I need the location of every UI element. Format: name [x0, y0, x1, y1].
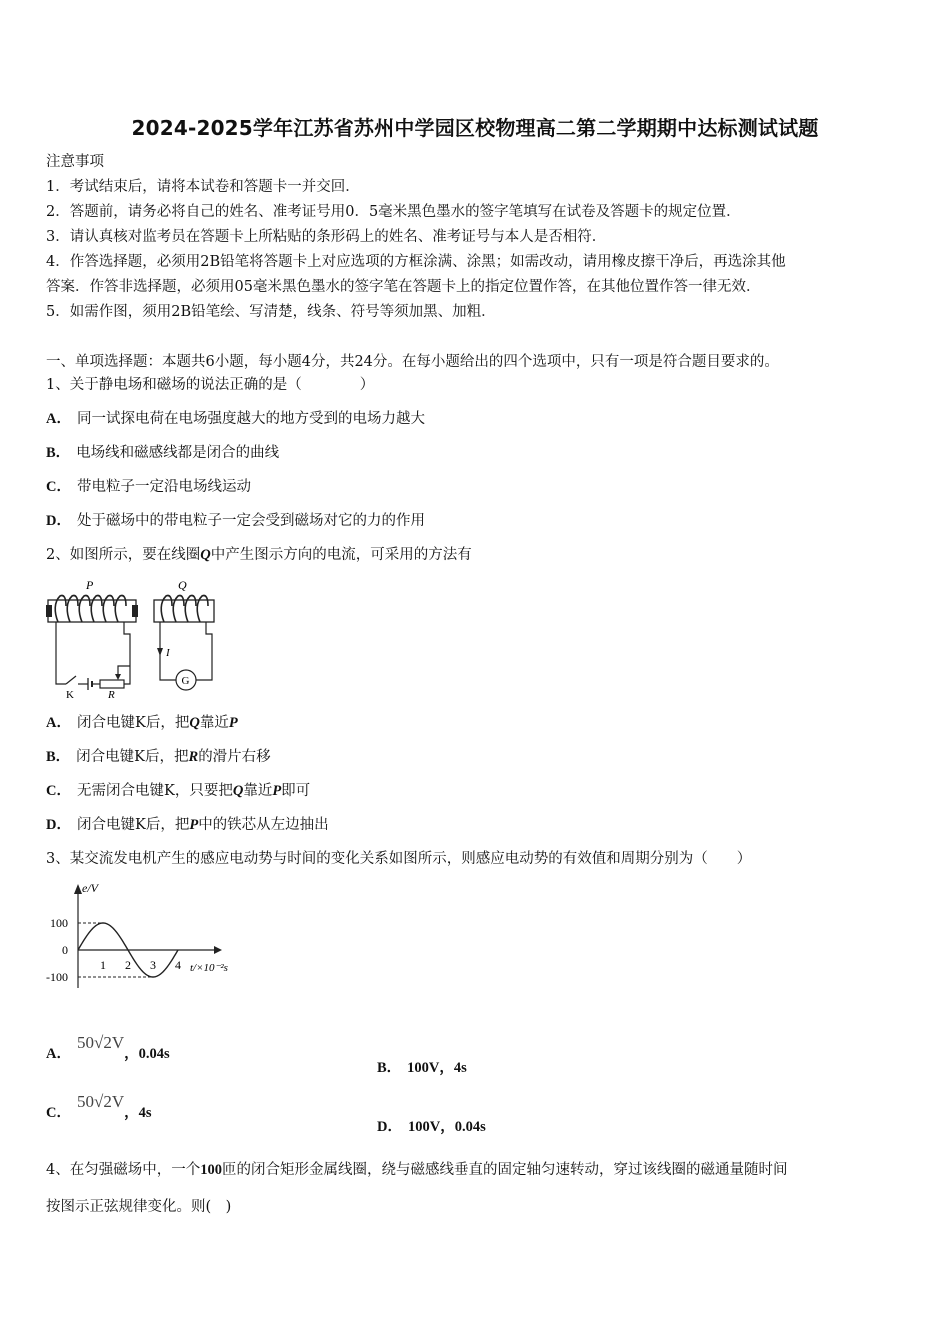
option-formula: 50√2V	[76, 1092, 125, 1111]
q-circuit-right-wire	[196, 622, 212, 680]
q1-option-d	[46, 511, 425, 531]
option-symbol: Q	[232, 783, 244, 799]
q2-option-d	[46, 815, 329, 835]
x-axis-label: t/×10⁻²s	[190, 962, 228, 974]
option-text: 闭合电键K后，把	[76, 817, 190, 833]
option-text: 的滑片右移	[198, 749, 271, 765]
option-symbol: P	[272, 783, 282, 799]
label-p: P	[86, 578, 94, 592]
option-text: 中的铁芯从左边抽出	[198, 817, 329, 833]
option-label: D．	[46, 513, 71, 529]
slider-arrow	[115, 674, 121, 680]
option-label: A．	[46, 411, 71, 427]
option-text: 100V，4s	[407, 1060, 467, 1076]
q1-option-a	[46, 409, 425, 429]
option-symbol: P	[189, 817, 199, 833]
label-g: G	[181, 675, 190, 687]
notice-item-2: 2．答题前，请务必将自己的姓名、准考证号用0．5毫米黑色墨水的签字笔填写在试卷及答题卡的规定位置．	[46, 204, 741, 220]
option-formula: 50√2V	[76, 1033, 125, 1052]
option-symbol: R	[188, 749, 199, 765]
option-label: D．	[377, 1119, 402, 1135]
x-tick-label: 2	[125, 958, 131, 972]
option-symbol: Q	[189, 715, 200, 731]
section-heading: 一、单项选择题：本题共6小题，每小题4分，共24分。在每小题给出的四个选项中，只有一项是符合题目要求的。	[46, 354, 779, 370]
option-text: 100V，0.04s	[407, 1119, 486, 1135]
rheostat-r	[100, 680, 124, 688]
option-text: ，0.04s	[124, 1046, 170, 1062]
coil-p-right-cap	[132, 605, 138, 617]
notice-item-4: 4．作答选择题，必须用2B铅笔将答题卡上对应选项的方框涂满、涂黑；如需改动，请用橡皮擦干净后，再选涂其他	[46, 254, 786, 270]
y-tick-label: 0	[62, 943, 68, 957]
q2-option-c	[46, 781, 310, 801]
q4-text: 4、在匀强磁场中，一个	[46, 1162, 201, 1178]
x-tick-label: 1	[100, 958, 106, 972]
q4-stem-line1	[46, 1160, 787, 1180]
q1-option-b	[46, 443, 279, 463]
coil-circuit-figure	[44, 576, 224, 698]
option-label: B．	[46, 749, 71, 765]
option-symbol: P	[228, 715, 238, 731]
q2-stem	[46, 545, 472, 565]
notice-item-4-cont: 答案．作答非选择题，必须用05毫米黑色墨水的签字笔在答题卡上的指定位置作答，在其他位置作答一律无效．	[46, 279, 761, 295]
q1-option-c	[46, 477, 251, 497]
option-label: D．	[46, 817, 71, 833]
q2-stem-post: 中产生图示方向的电流，可采用的方法有	[210, 547, 472, 563]
option-label: B．	[377, 1060, 402, 1076]
y-axis-arrow	[74, 884, 82, 894]
q3-stem: 3、某交流发电机产生的感应电动势与时间的变化关系如图所示，则感应电动势的有效值和周期分别为（ ）	[46, 851, 752, 867]
y-tick-label: 100	[50, 916, 68, 930]
q3-option-b	[377, 1056, 467, 1077]
option-text: 同一试探电荷在电场强度越大的地方受到的电场力越大	[76, 411, 425, 427]
option-label: C．	[46, 479, 71, 495]
notice-item-5: 5．如需作图，须用2B铅笔绘、写清楚，线条、符号等须加黑、加粗．	[46, 304, 496, 320]
notice-item-1: 1．考试结束后，请将本试卷和答题卡一并交回．	[46, 179, 360, 195]
option-text: 无需闭合电键K，只要把	[76, 783, 233, 799]
q4-text: 匝的闭合矩形金属线圈，绕与磁感线垂直的固定轴匀速转动，穿过该线圈的磁通量随时间	[221, 1162, 788, 1178]
emf-time-chart	[44, 878, 244, 998]
label-k: K	[66, 689, 74, 698]
label-q: Q	[178, 578, 187, 592]
option-text: 闭合电键K后，把	[76, 715, 190, 731]
page-title: 2024-2025学年江苏省苏州中学园区校物理高二第二学期期中达标测试试题	[131, 116, 819, 140]
option-text: 即可	[281, 783, 311, 799]
p-circuit-right-wire	[122, 622, 130, 684]
q3-option-d	[377, 1115, 486, 1136]
option-text: 电场线和磁感线都是闭合的曲线	[76, 445, 280, 461]
option-label: C．	[46, 1105, 71, 1121]
label-r: R	[108, 689, 115, 698]
option-text: 靠近	[243, 783, 273, 799]
q4-number: 100	[200, 1162, 222, 1178]
notice-item-3: 3．请认真核对监考员在答题卡上所粘贴的条形码上的姓名、准考证号与本人是否相符．	[46, 229, 607, 245]
option-text: ，4s	[124, 1105, 152, 1121]
option-text: 带电粒子一定沿电场线运动	[76, 479, 251, 495]
q2-stem-pre: 2、如图所示，要在线圈	[46, 547, 201, 563]
option-text: 闭合电键K后，把	[76, 749, 189, 765]
q4-stem-line2: 按图示正弦规律变化。则( )	[46, 1199, 232, 1215]
switch-k	[66, 676, 76, 684]
option-text: 处于磁场中的带电粒子一定会受到磁场对它的力的作用	[76, 513, 425, 529]
x-axis-arrow	[214, 946, 222, 954]
p-circuit-left-wire	[56, 622, 66, 684]
q3-option-c	[46, 1092, 152, 1122]
q3-option-a	[46, 1033, 170, 1063]
option-label: A．	[46, 715, 71, 731]
x-tick-label: 3	[150, 958, 156, 972]
q2-option-b	[46, 747, 271, 767]
q2-stem-q: Q	[200, 547, 211, 563]
option-label: B．	[46, 445, 71, 461]
current-arrow	[157, 648, 163, 656]
notice-heading: 注意事项	[46, 154, 104, 170]
option-label: C．	[46, 783, 71, 799]
y-axis-label: e/V	[82, 881, 98, 895]
coil-p-left-cap	[46, 605, 52, 617]
label-i: I	[166, 647, 170, 659]
q1-stem: 1、关于静电场和磁场的说法正确的是（ ）	[46, 377, 375, 393]
q2-option-a	[46, 713, 238, 733]
y-tick-label: -100	[46, 970, 68, 984]
option-text: 靠近	[199, 715, 229, 731]
option-label: A．	[46, 1046, 71, 1062]
x-tick-label: 4	[175, 958, 181, 972]
